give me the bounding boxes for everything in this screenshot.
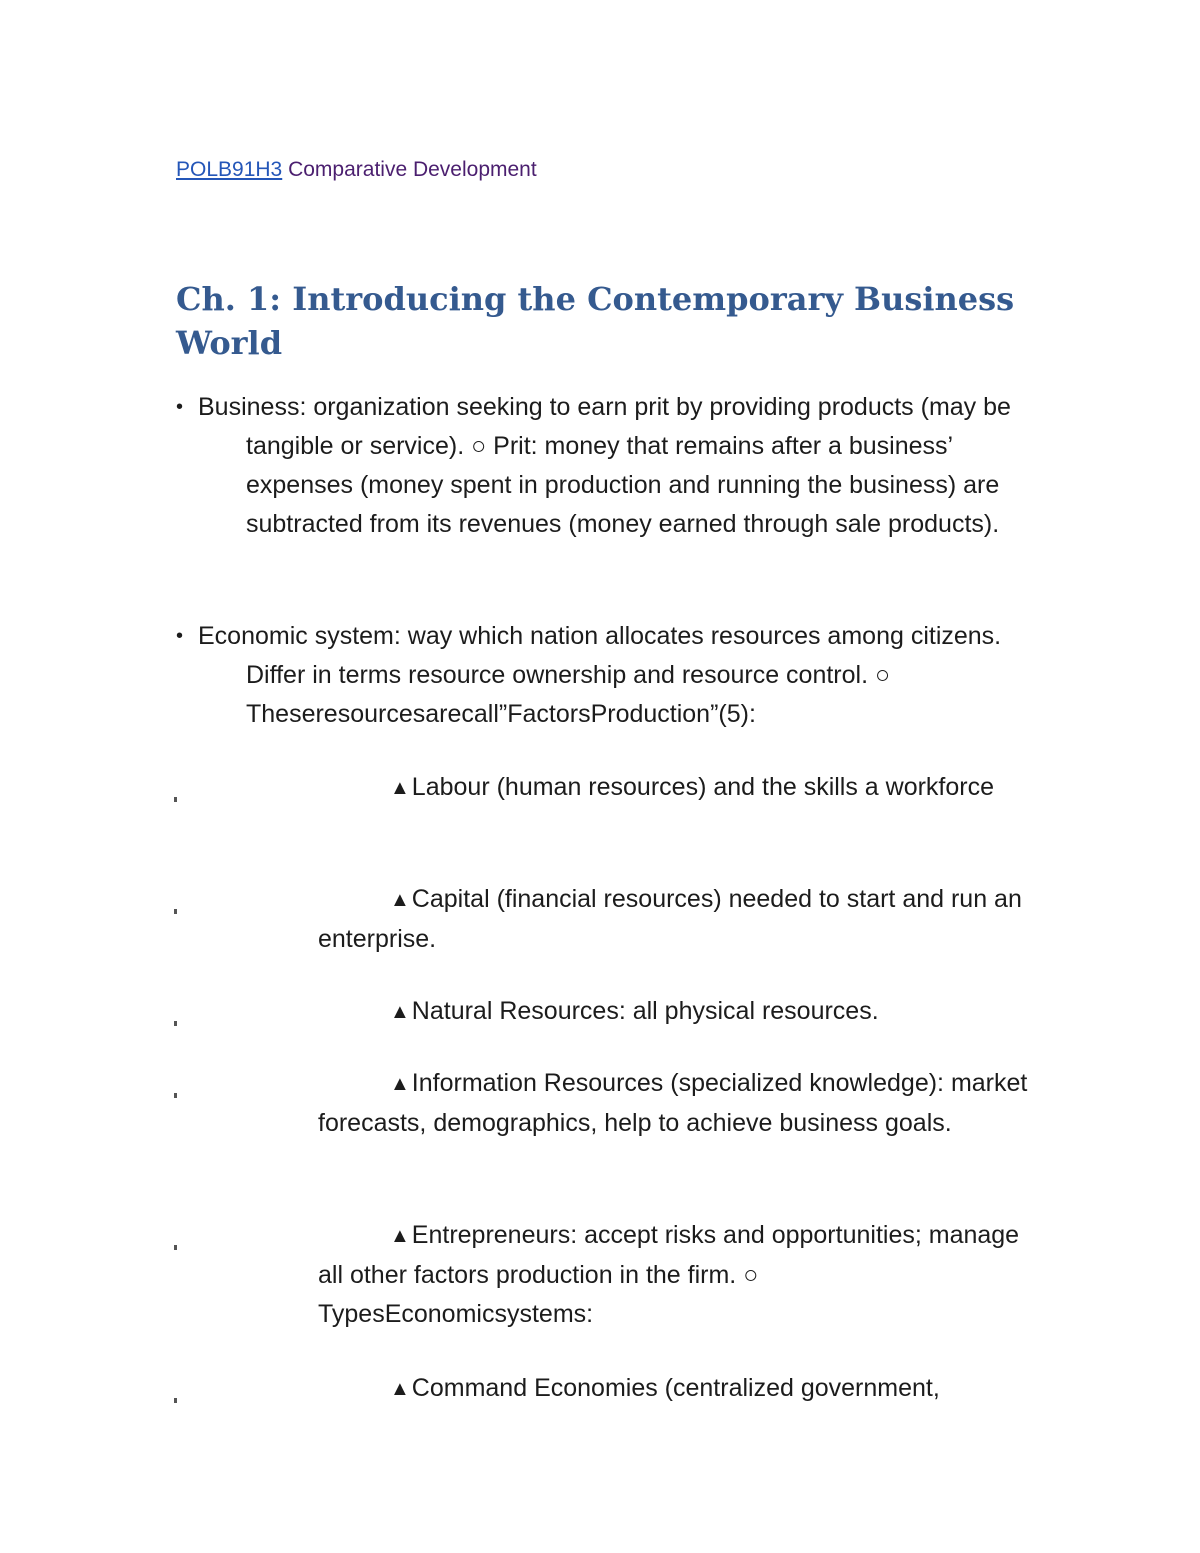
margin-mark (174, 1093, 177, 1098)
margin-mark (174, 1021, 177, 1026)
sub-item-information-resources (318, 1064, 1038, 1143)
sub-item-text: Natural Resources: all physical resources. (411, 997, 879, 1025)
bullet-item-business (176, 388, 1036, 544)
sub-item-text: Command Economies (centralized government, (411, 1374, 940, 1402)
margin-mark (174, 797, 177, 802)
triangle-bullet-icon: ▲ (390, 1225, 410, 1247)
bullet-marker: • (176, 625, 184, 647)
course-header (176, 155, 537, 185)
margin-mark (174, 1245, 177, 1250)
sub-item-text: Information Resources (specialized knowledge): market forecasts, demographics, help to achieve business goals. (318, 1069, 1028, 1137)
bullet-text: Economic system: way which nation allocates resources among citizens. Differ in terms resource ownership and resource control. ○ Theseresourcesarecall”FactorsProduction”(5): (198, 622, 1002, 728)
course-name: Comparative Development (288, 158, 537, 181)
margin-mark (174, 909, 177, 914)
triangle-bullet-icon: ▲ (390, 1378, 410, 1400)
triangle-bullet-icon: ▲ (390, 1001, 410, 1023)
sub-item-command-economies (318, 1369, 1058, 1409)
bullet-item-economic-system (176, 617, 1036, 734)
sub-item-text: Labour (human resources) and the skills a workforce (411, 773, 995, 801)
triangle-bullet-icon: ▲ (390, 1073, 410, 1095)
sub-item-entrepreneurs (318, 1216, 1038, 1334)
triangle-bullet-icon: ▲ (390, 889, 410, 911)
course-code-link[interactable]: POLB91H3 (176, 158, 283, 181)
triangle-bullet-icon: ▲ (390, 777, 410, 799)
sub-item-text: Capital (financial resources) needed to start and run an enterprise. (318, 885, 1022, 953)
sub-item-text: Entrepreneurs: accept risks and opportunities; manage all other factors production in the firm. ○ TypesEconomicsystems: (318, 1221, 1020, 1328)
bullet-marker: • (176, 396, 184, 418)
bullet-text: Business: organization seeking to earn prit by providing products (may be tangible or service). ○ Prit: money that remains after a business’ expenses (money spent in production and running the business) are subtracted from its revenues (money earned through sale products). (198, 393, 1011, 538)
sub-item-capital (318, 880, 1038, 959)
sub-item-natural-resources (318, 992, 1038, 1032)
sub-item-labour (318, 768, 1038, 808)
chapter-title: Ch. 1: Introducing the Contemporary Business World (176, 280, 1015, 362)
margin-mark (174, 1398, 177, 1403)
